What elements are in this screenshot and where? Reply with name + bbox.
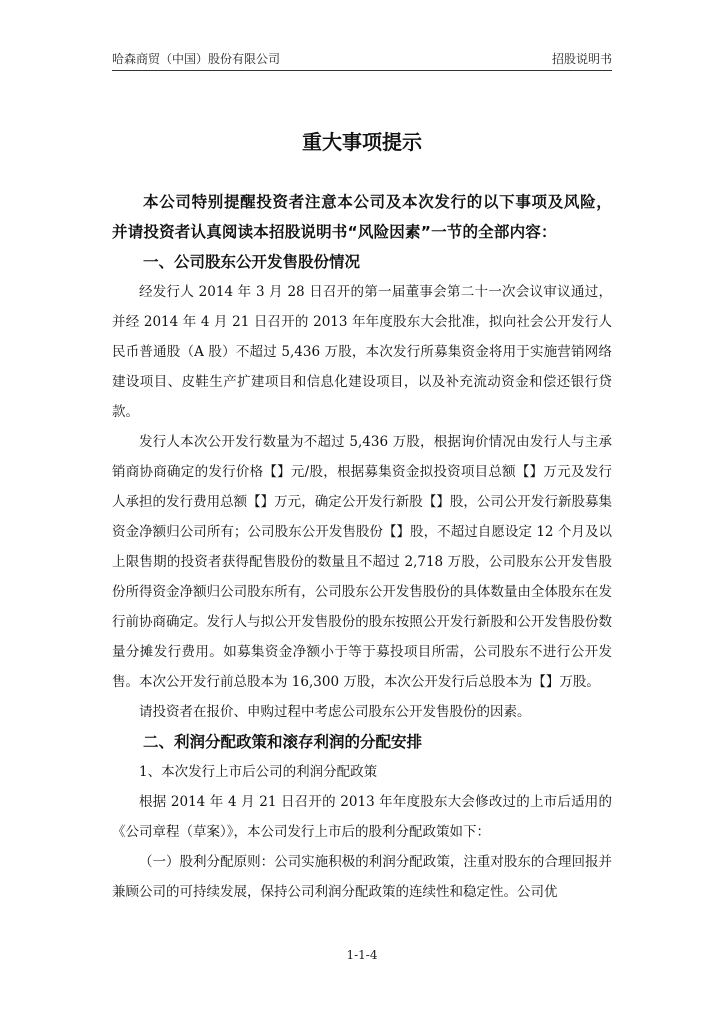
paragraph: 根据 2014 年 4 月 21 日召开的 2013 年年度股东大会修改过的上市后适用的《公司章程（草案）》，本公司发行上市后的股利分配政策如下： [112, 794, 612, 840]
section-heading-1: 一、公司股东公开发售股份情况 [143, 253, 361, 271]
page-number: 1-1-4 [346, 948, 378, 962]
page-header [112, 50, 612, 68]
document-body [112, 187, 612, 907]
paragraph: （一）股利分配原则：公司实施积极的利润分配政策，注重对股东的合理回报并兼顾公司的可持续发展，保持公司利润分配政策的连续性和稳定性。公司优 [112, 854, 612, 900]
header-company-name: 哈森商贸（中国）股份有限公司 [112, 52, 281, 66]
paragraph: 发行人本次公开发行数量为不超过 5,436 万股，根据询价情况由发行人与主承销商协商确定的发行价格【】元/股，根据募集资金拟投资项目总额【】万元及发行人承担的发行费用总额【】万元，确定公开发行新股【】股，公司公开发行新股募集资金净额归公司所有；公司股东公开发售股份【】股，不超过自愿设定 12 个月及以上限售期的投资者获得配售股份的数量且不超过 2,718 万股，公司股东公开发售股份所得资金净额归公司股东所有，公司股东公开发售股份的具体数量由全体股东在发行前协商确定。发行人与拟公开发售股份的股东按照公开发行新股和公开发售股份数量分摊发行费用。如募集资金净额小于等于募投项目所需，公司股东不进行公开发售。本次公开发行前总股本为 16,300 万股，本次公开发行后总股本为【】万股。 [112, 434, 612, 690]
paragraph: 请投资者在报价、申购过程中考虑公司股东公开发售股份的因素。 [139, 704, 531, 720]
header-rule [112, 70, 612, 71]
section-heading-2: 二、利润分配政策和滚存利润的分配安排 [143, 733, 423, 751]
paragraph: 经发行人 2014 年 3 月 28 日召开的第一届董事会第二十一次会议审议通过，并经 2014 年 4 月 21 日召开的 2013 年年度股东大会批准，拟向社会公开发行人民币普通股（A 股）不超过 5,436 万股，本次发行所募集资金将用于实施营销网络建设项目、皮鞋生产扩建项目和信息化建设项目，以及补充流动资金和偿还银行贷款。 [112, 284, 612, 420]
page-title: 重大事项提示 [302, 130, 422, 154]
sub-heading: 1、本次发行上市后公司的利润分配政策 [139, 764, 378, 780]
intro-notice: 本公司特别提醒投资者注意本公司及本次发行的以下事项及风险，并请投资者认真阅读本招股说明书“风险因素”一节的全部内容： [112, 193, 612, 241]
header-document-type: 招股说明书 [551, 52, 612, 66]
